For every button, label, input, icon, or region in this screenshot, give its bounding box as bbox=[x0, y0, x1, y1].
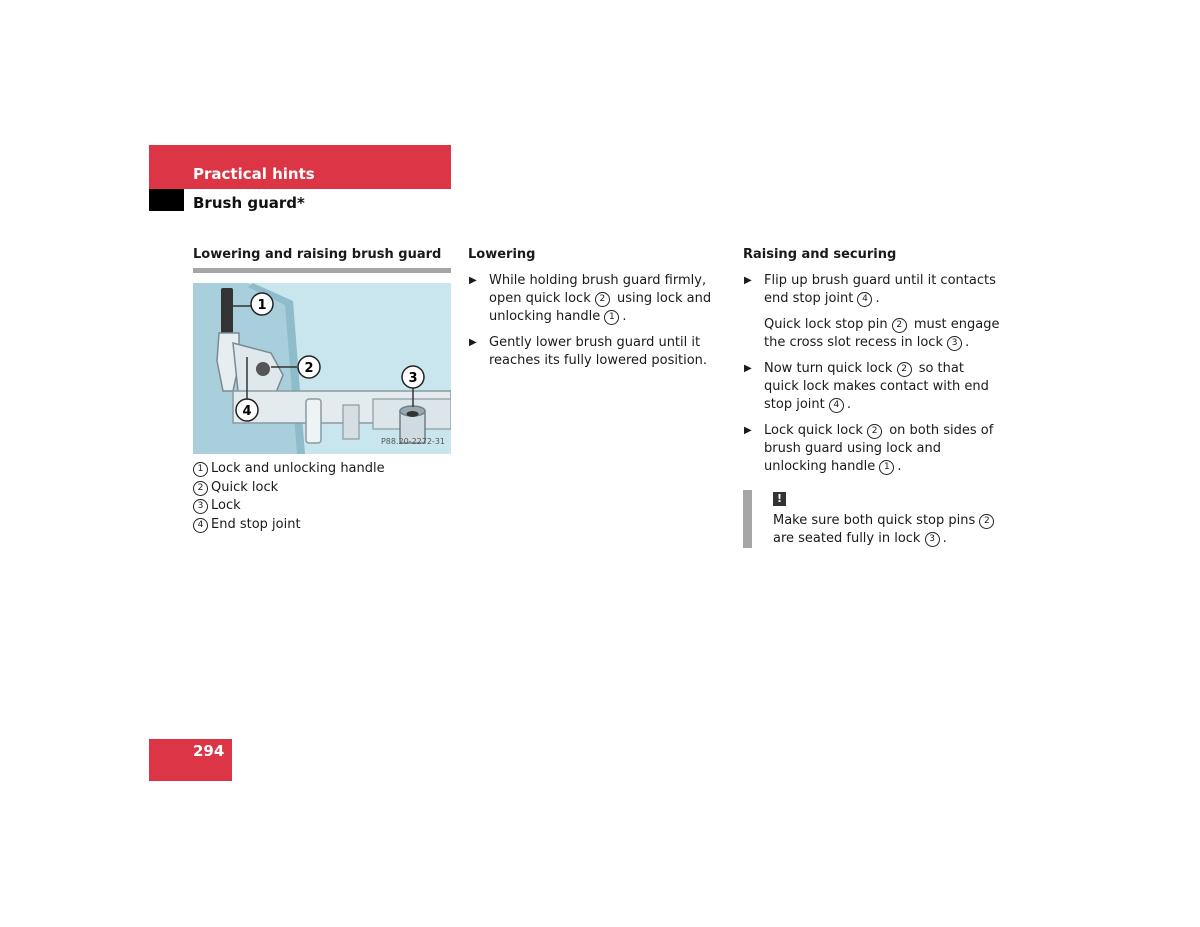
lowering-steps bbox=[468, 272, 726, 370]
number-badge: 4 bbox=[857, 292, 872, 307]
step-item: ▶ Lock quick lock 2 on both sides of brush guard using lock and unlocking handle 1 . bbox=[744, 423, 994, 474]
step-item: ▶ Gently lower brush guard until it reaches its fully lowered position. bbox=[469, 335, 708, 368]
callout-3 bbox=[402, 366, 424, 388]
step-item: ▶ Flip up brush guard until it contacts end stop joint 4 . Quick lock stop pin 2 must engage the cross slot recess in lock 3 . bbox=[744, 273, 1000, 350]
svg-text:2: 2 bbox=[304, 361, 314, 376]
brush-guard-illustration bbox=[193, 283, 451, 454]
callout-2 bbox=[298, 356, 320, 378]
number-badge: 4 bbox=[829, 398, 844, 413]
number-badge: 3 bbox=[947, 336, 962, 351]
figure-code: P88.20-2272-31 bbox=[380, 437, 445, 446]
number-badge: 1 bbox=[604, 310, 619, 325]
subsection-title: Brush guard* bbox=[193, 194, 305, 212]
callout-4 bbox=[236, 399, 258, 421]
legend-text: Lock and unlocking handle bbox=[211, 461, 385, 476]
legend-item bbox=[193, 479, 451, 498]
bullet-arrow-icon: ▶ bbox=[744, 275, 752, 286]
figure-heading: Lowering and raising brush guard bbox=[193, 246, 451, 273]
number-badge: 3 bbox=[193, 499, 208, 514]
legend-text: Lock bbox=[211, 498, 241, 513]
number-badge: 2 bbox=[867, 424, 882, 439]
bullet-arrow-icon: ▶ bbox=[469, 337, 477, 348]
warning-text: Make sure both quick stop pins 2 are seated fully in lock 3 . bbox=[773, 512, 1001, 548]
svg-text:3: 3 bbox=[408, 371, 418, 386]
lowering-heading: Lowering bbox=[468, 247, 536, 262]
legend-item bbox=[193, 497, 451, 516]
number-badge: 1 bbox=[879, 460, 894, 475]
legend-list bbox=[193, 460, 451, 534]
legend-item bbox=[193, 516, 451, 535]
raising-heading: Raising and securing bbox=[743, 247, 897, 262]
number-badge: 2 bbox=[892, 318, 907, 333]
subsection-marker bbox=[149, 189, 184, 211]
raising-column bbox=[743, 246, 1001, 548]
legend-item bbox=[193, 460, 451, 479]
warning-icon: ! bbox=[773, 492, 786, 506]
number-badge: 2 bbox=[897, 362, 912, 377]
number-badge: 2 bbox=[595, 292, 610, 307]
number-badge: 3 bbox=[925, 532, 940, 547]
callout-1 bbox=[251, 293, 273, 315]
number-badge: 2 bbox=[979, 514, 994, 529]
bullet-arrow-icon: ▶ bbox=[744, 363, 752, 374]
brush-guard-drawing bbox=[193, 283, 451, 454]
svg-text:4: 4 bbox=[242, 404, 252, 419]
number-badge: 1 bbox=[193, 462, 208, 477]
step-note: Quick lock stop pin 2 must engage the cross slot recess in lock 3 . bbox=[764, 317, 1000, 350]
legend-text: End stop joint bbox=[211, 516, 301, 532]
svg-text:1: 1 bbox=[257, 298, 267, 313]
warning-box bbox=[743, 490, 1001, 548]
section-title: Practical hints bbox=[193, 165, 315, 183]
lowering-column bbox=[468, 246, 726, 378]
raising-steps bbox=[743, 272, 1001, 476]
bullet-arrow-icon: ▶ bbox=[744, 425, 752, 436]
number-badge: 4 bbox=[193, 518, 208, 533]
step-item: ▶ Now turn quick lock 2 so that quick lock makes contact with end stop joint 4 . bbox=[744, 361, 989, 412]
figure-column bbox=[193, 246, 451, 534]
step-item: ▶ While holding brush guard firmly, open quick lock 2 using lock and unlocking handle 1 . bbox=[469, 273, 712, 324]
number-badge: 2 bbox=[193, 481, 208, 496]
page-number: 294 bbox=[193, 742, 225, 760]
legend-text: Quick lock bbox=[211, 479, 279, 495]
bullet-arrow-icon: ▶ bbox=[469, 275, 477, 286]
